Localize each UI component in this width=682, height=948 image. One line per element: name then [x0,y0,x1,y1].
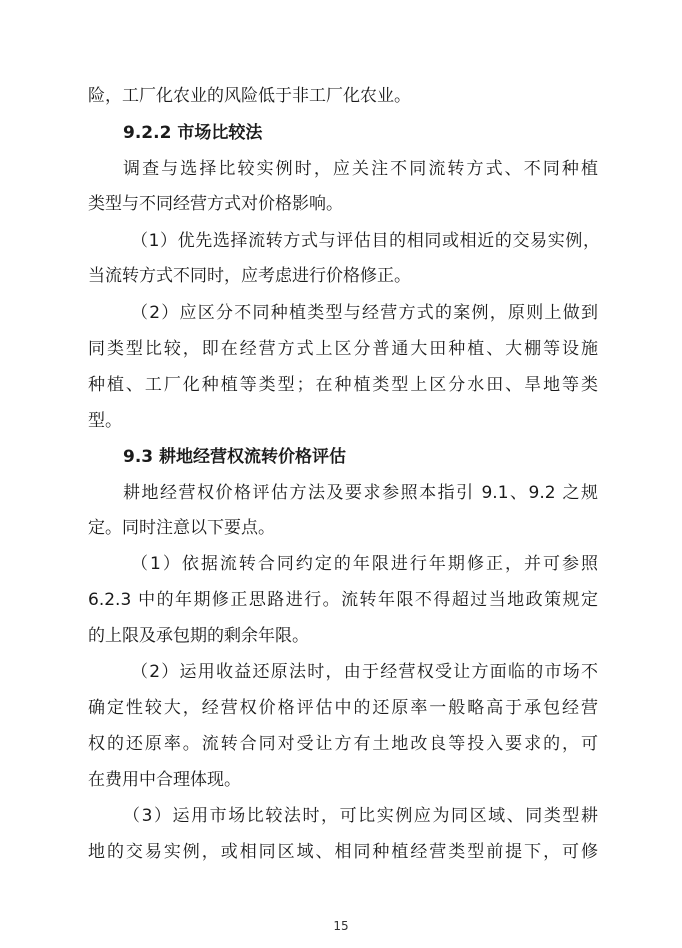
list-item-line: 的上限及承包期的剩余年限。 [88,626,309,646]
list-item-line: 型。 [88,411,122,431]
paragraph-line: 定。同时注意以下要点。 [88,518,275,538]
list-item-line: 确定性较大，经营权价格评估中的还原率一般略高于承包经营 [88,698,598,718]
list-item-line: 地的交易实例，或相同区域、相同种植经营类型前提下，可修 [88,842,598,862]
list-item-line: （2）应区分不同种植类型与经营方式的案例，原则上做到 [131,303,598,323]
section-heading: 9.3 耕地经营权流转价格评估 [123,447,347,467]
paragraph-line: 险，工厂化农业的风险低于非工厂化农业。 [88,86,411,106]
list-item-line: （2）运用收益还原法时，由于经营权受让方面临的市场不 [131,662,598,682]
list-item-line: （1）依据流转合同约定的年限进行年期修正，并可参照 [131,554,598,574]
list-item-line: （3）运用市场比较法时，可比实例应为同区域、同类型耕 [123,806,598,826]
list-item-line: 6.2.3 中的年期修正思路进行。流转年限不得超过当地政策规定 [88,590,598,610]
list-item-line: 权的还原率。流转合同对受让方有土地改良等投入要求的，可 [88,734,598,754]
page-number: 15 [333,919,349,933]
list-item-line: （1）优先选择流转方式与评估目的相同或相近的交易实例， [131,231,600,251]
paragraph-line: 类型与不同经营方式对价格影响。 [88,194,343,214]
list-item-line: 当流转方式不同时，应考虑进行价格修正。 [88,266,411,286]
section-heading: 9.2.2 市场比较法 [123,123,263,143]
list-item-line: 同类型比较，即在经营方式上区分普通大田种植、大棚等设施 [88,339,598,359]
paragraph-line: 耕地经营权价格评估方法及要求参照本指引 9.1、9.2 之规 [123,483,598,503]
paragraph-line: 调查与选择比较实例时，应关注不同流转方式、不同种植 [123,159,598,179]
list-item-line: 种植、工厂化种植等类型；在种植类型上区分水田、旱地等类 [88,375,598,395]
list-item-line: 在费用中合理体现。 [88,770,241,790]
